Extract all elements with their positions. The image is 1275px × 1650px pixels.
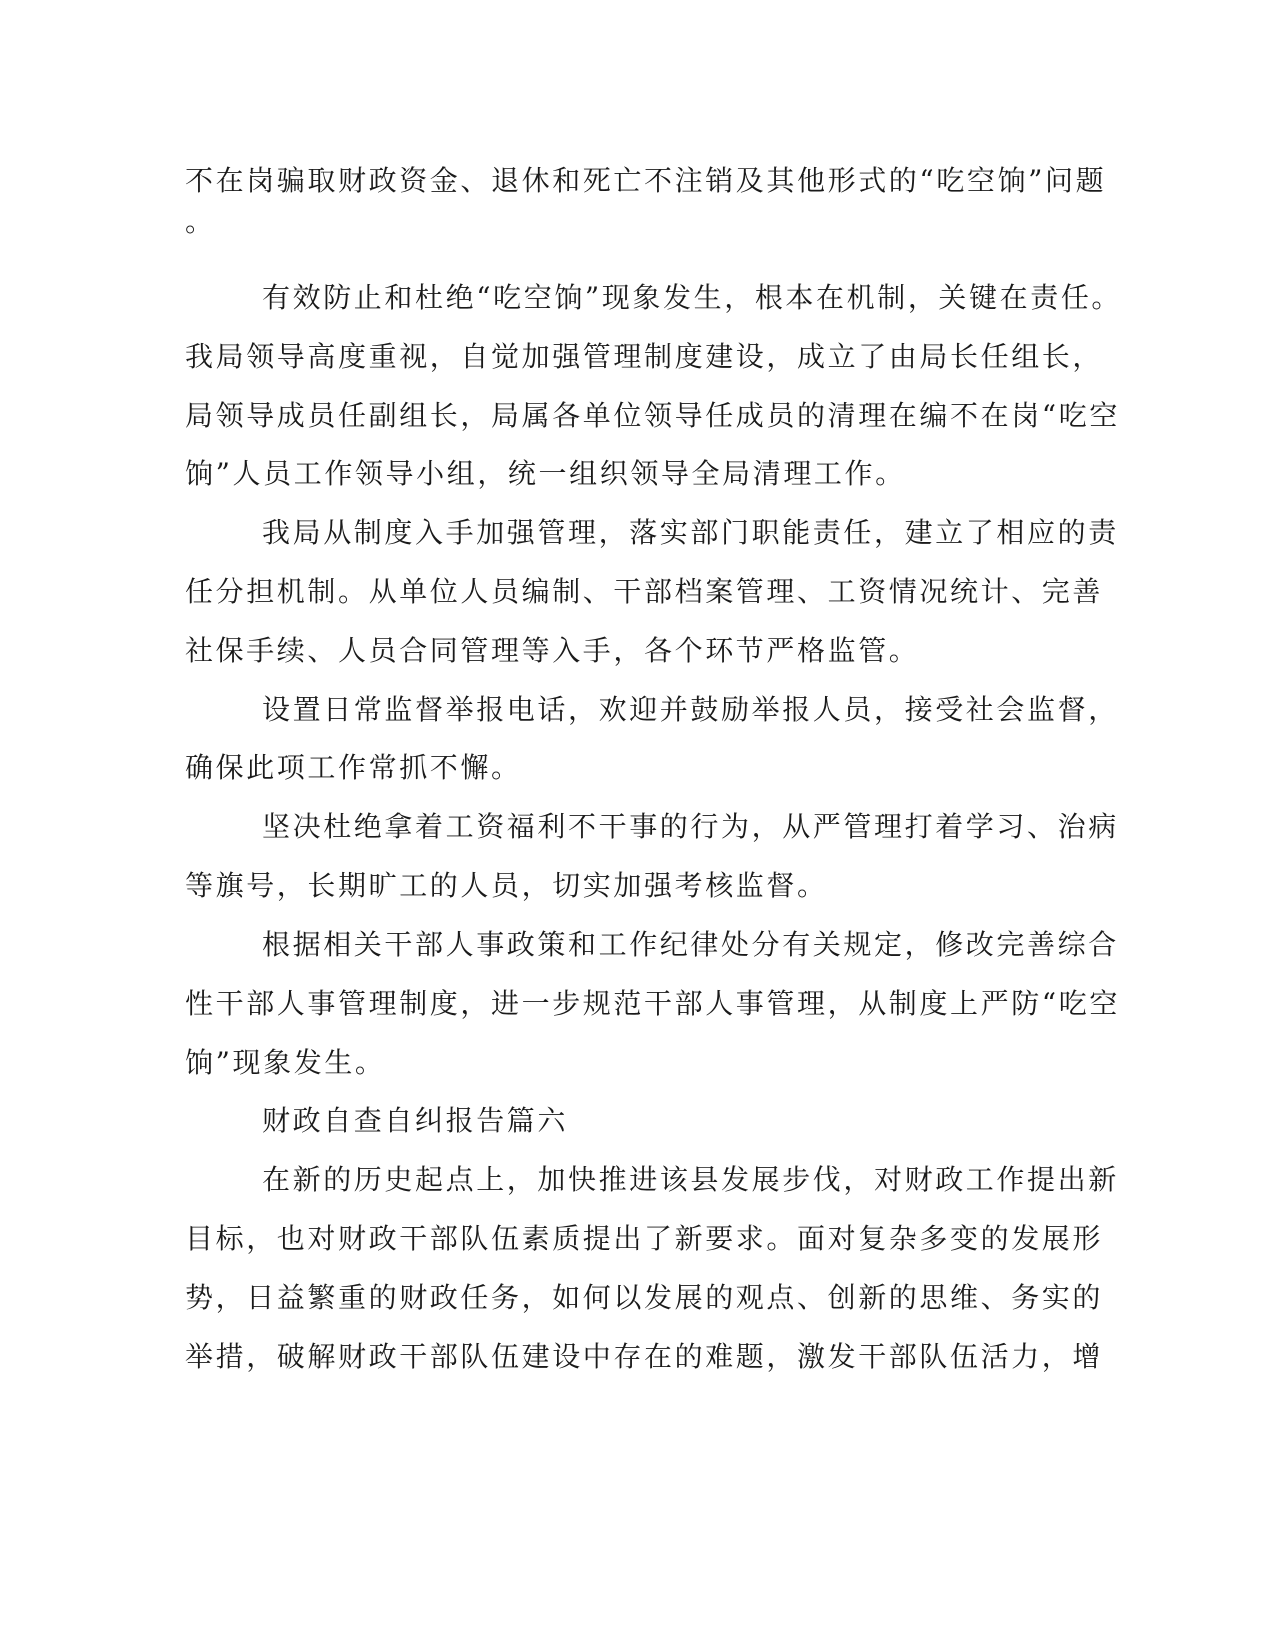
text-line: 我局领导高度重视，自觉加强管理制度建设，成立了由局长任组长， xyxy=(185,340,1104,373)
paragraph-start: 在新的历史起点上，加快推进该县发展步伐，对财政工作提出新 xyxy=(262,1163,1119,1196)
text-line: 。 xyxy=(185,205,216,238)
text-line: 饷”人员工作领导小组，统一组织领导全局清理工作。 xyxy=(185,457,906,490)
paragraph-start: 坚决杜绝拿着工资福利不干事的行为，从严管理打着学习、治病 xyxy=(262,810,1119,843)
text-line: 确保此项工作常抓不懈。 xyxy=(185,751,522,784)
text-line: 社保手续、人员合同管理等入手，各个环节严格监管。 xyxy=(185,634,920,667)
section-heading: 财政自查自纠报告篇六 xyxy=(262,1104,569,1137)
paragraph-start: 根据相关干部人事政策和工作纪律处分有关规定，修改完善综合 xyxy=(262,928,1119,961)
text-line: 局领导成员任副组长，局属各单位领导任成员的清理在编不在岗“吃空 xyxy=(185,399,1120,432)
text-line: 任分担机制。从单位人员编制、干部档案管理、工资情况统计、完善 xyxy=(185,575,1104,608)
paragraph-start: 设置日常监督举报电话，欢迎并鼓励举报人员，接受社会监督， xyxy=(262,693,1119,726)
text-line: 等旗号，长期旷工的人员，切实加强考核监督。 xyxy=(185,869,828,902)
text-line: 目标，也对财政干部队伍素质提出了新要求。面对复杂多变的发展形 xyxy=(185,1222,1104,1255)
paragraph-start: 有效防止和杜绝“吃空饷”现象发生，根本在机制，关键在责任。 xyxy=(262,281,1123,314)
paragraph-start: 我局从制度入手加强管理，落实部门职能责任，建立了相应的责 xyxy=(262,516,1119,549)
text-line: 势，日益繁重的财政任务，如何以发展的观点、创新的思维、务实的 xyxy=(185,1281,1104,1314)
text-line: 不在岗骗取财政资金、退休和死亡不注销及其他形式的“吃空饷”问题 xyxy=(185,164,1107,197)
text-line: 饷”现象发生。 xyxy=(185,1046,386,1079)
text-line: 举措，破解财政干部队伍建设中存在的难题，激发干部队伍活力，增 xyxy=(185,1340,1104,1373)
text-line: 性干部人事管理制度，进一步规范干部人事管理，从制度上严防“吃空 xyxy=(185,987,1120,1020)
